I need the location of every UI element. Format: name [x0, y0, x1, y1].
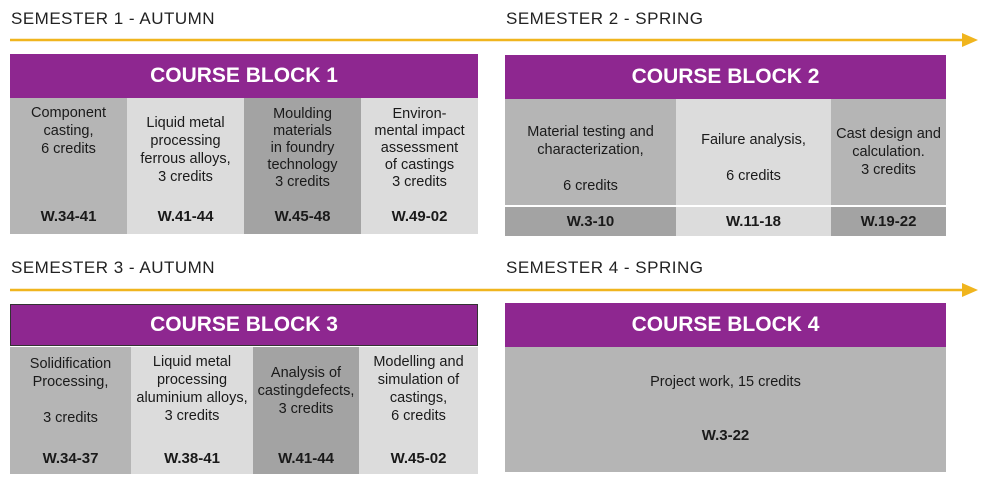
- course-text: Cast design and calculation. 3 credits: [836, 126, 941, 178]
- course-text: Moulding materials in foundry technology 3 credits: [267, 106, 338, 190]
- course-block-4-title: COURSE BLOCK 4: [505, 303, 946, 347]
- course-text: Project work, 15 credits: [650, 374, 801, 390]
- course-component-casting: [10, 98, 127, 234]
- course-block-1: [10, 54, 478, 234]
- course-text: Environ- mental impact assessment of castings 3 credits: [374, 106, 465, 190]
- semester-1-label: SEMESTER 1 - AUTUMN: [11, 9, 216, 28]
- course-weeks: W.45-02: [390, 450, 447, 467]
- timeline-arrow-year-1: [10, 32, 980, 48]
- course-weeks: W.3-10: [505, 207, 676, 236]
- course-weeks: W.45-48: [274, 208, 331, 225]
- course-environmental-impact: [361, 98, 478, 234]
- course-failure-analysis: [676, 99, 831, 205]
- course-weeks: W.34-41: [40, 208, 97, 225]
- course-block-2-title: COURSE BLOCK 2: [505, 55, 946, 99]
- course-moulding-materials: [244, 98, 361, 234]
- course-weeks: W.19-22: [831, 207, 946, 236]
- course-liquid-metal-aluminium: [131, 347, 253, 474]
- course-text: Analysis of castingdefects, 3 credits: [257, 365, 355, 417]
- course-analysis-defects: [253, 347, 359, 474]
- course-block-1-title: COURSE BLOCK 1: [10, 54, 478, 98]
- semester-2-label: SEMESTER 2 - SPRING: [506, 9, 704, 28]
- course-weeks: W.34-37: [42, 450, 99, 467]
- timeline-arrow-year-2: [10, 282, 980, 298]
- course-modelling-simulation: [359, 347, 478, 474]
- course-weeks: W.41-44: [278, 450, 334, 467]
- course-cast-design: [831, 99, 946, 205]
- course-text: Material testing and characterization, 6 credits: [527, 124, 654, 194]
- course-text: Solidification Processing, 3 credits: [29, 356, 112, 426]
- course-block-2: [505, 55, 946, 236]
- course-weeks: W.38-41: [164, 450, 220, 467]
- course-weeks: W.3-22: [701, 427, 750, 444]
- course-text: Liquid metal processing ferrous alloys, 3 credits: [140, 115, 231, 185]
- semester-3-label: SEMESTER 3 - AUTUMN: [11, 258, 216, 277]
- course-weeks: W.41-44: [157, 208, 214, 225]
- course-material-testing: [505, 99, 676, 205]
- course-text: Component casting, 6 credits: [31, 105, 106, 157]
- course-block-3-title: COURSE BLOCK 3: [10, 304, 478, 346]
- course-text: Failure analysis, 6 credits: [701, 132, 806, 184]
- course-text: Liquid metal processing aluminium alloys, 3 credits: [136, 354, 248, 424]
- course-project-work: [505, 347, 946, 472]
- course-solidification: [10, 347, 131, 474]
- course-weeks: W.49-02: [391, 208, 448, 225]
- course-liquid-metal-ferrous: [127, 98, 244, 234]
- course-text: Modelling and simulation of castings, 6 credits: [373, 354, 464, 424]
- course-block-4: [505, 303, 946, 472]
- semester-4-label: SEMESTER 4 - SPRING: [506, 258, 704, 277]
- course-block-3: [10, 304, 478, 474]
- course-weeks: W.11-18: [676, 207, 831, 236]
